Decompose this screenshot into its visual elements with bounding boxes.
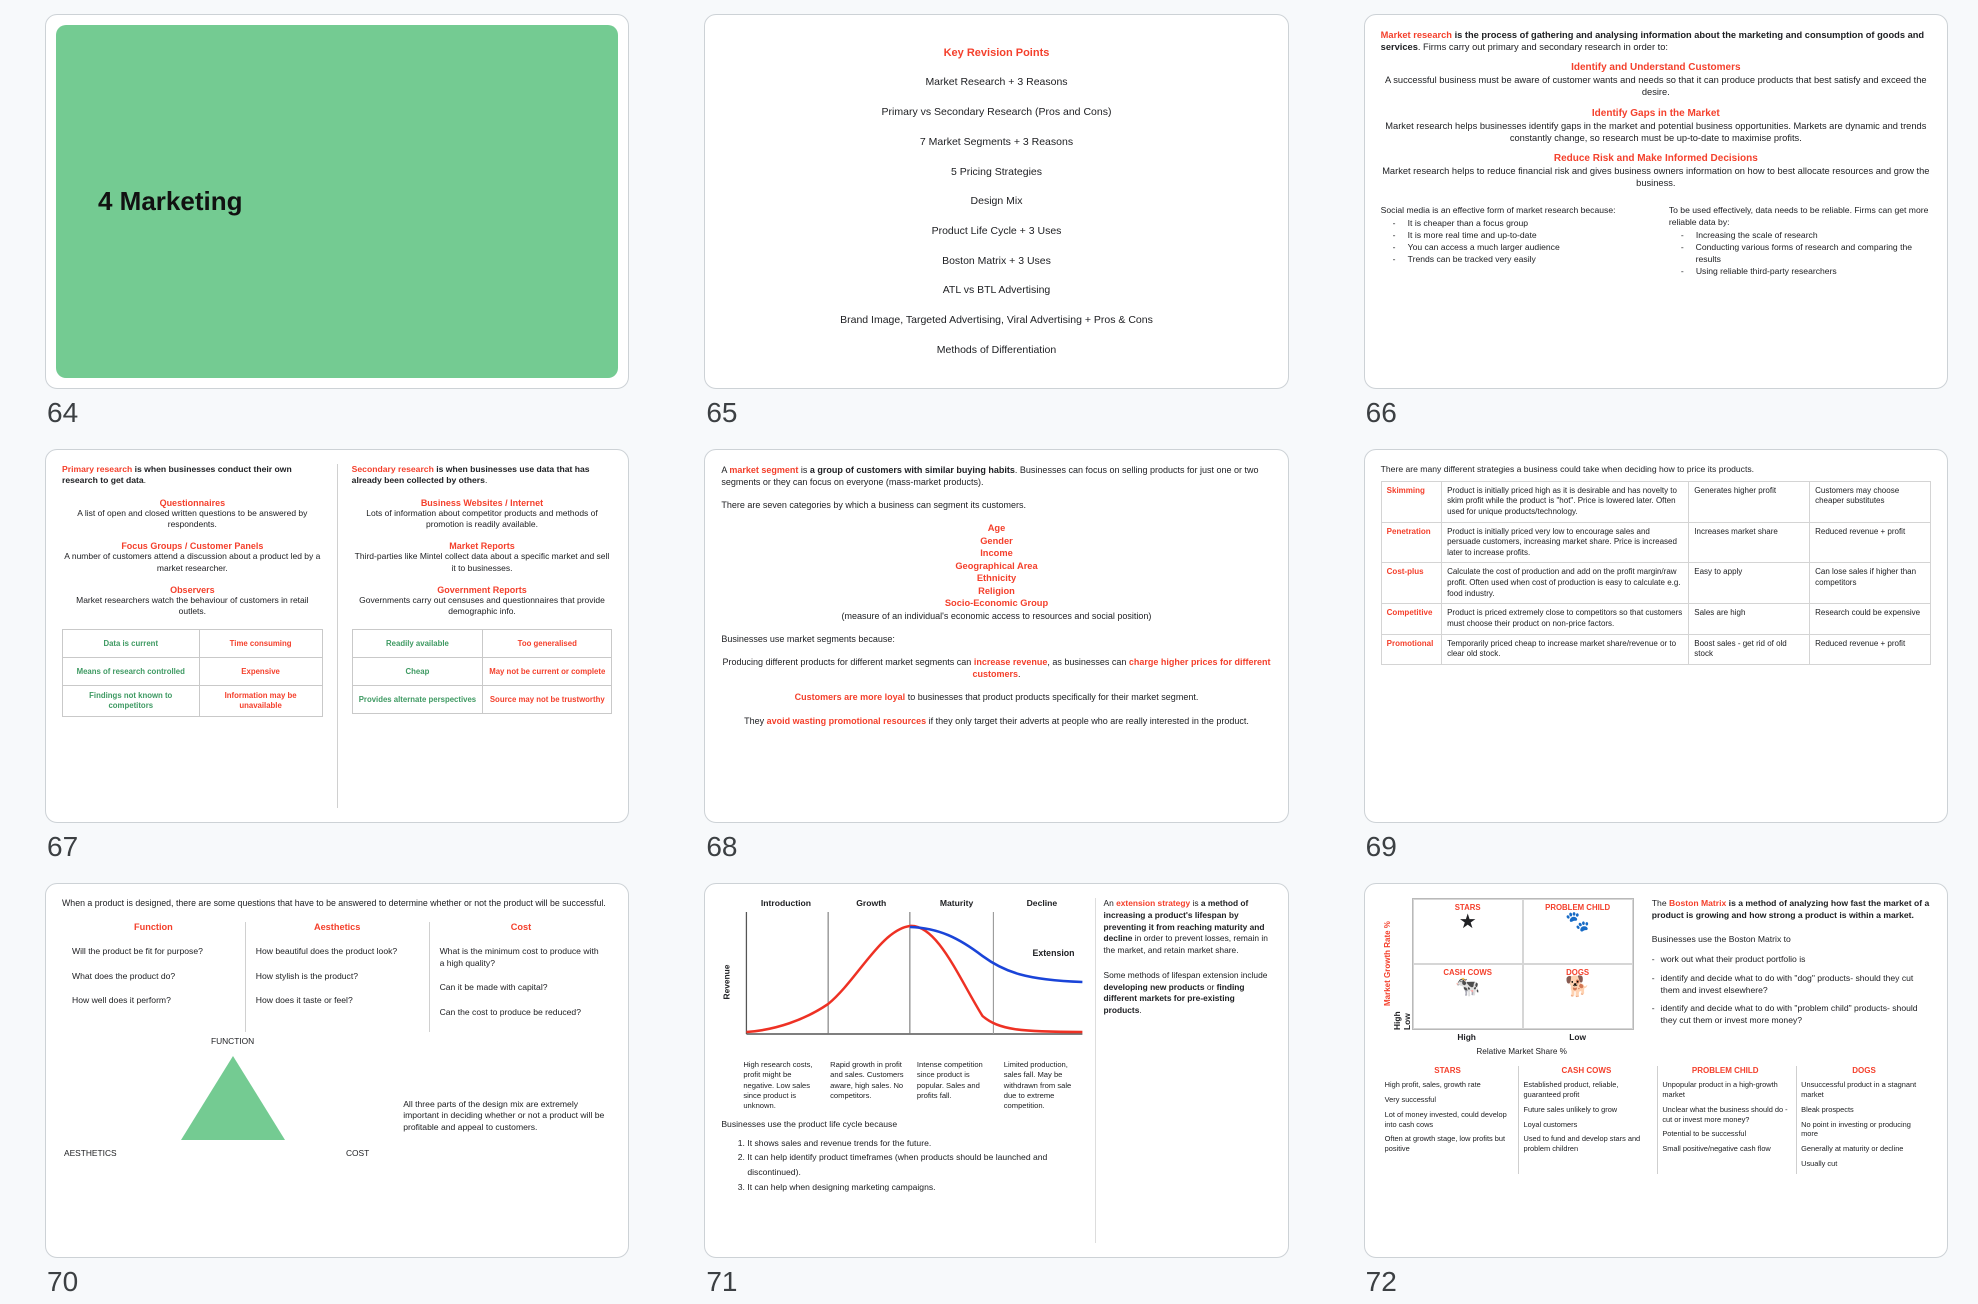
- detail-item: Established product, reliable, guaranteed profit: [1523, 1080, 1619, 1100]
- detail-item: Unpopular product in a high-growth market: [1662, 1080, 1778, 1100]
- slide-cell-67: [0, 435, 659, 870]
- slide-cell-68: [659, 435, 1318, 870]
- segment-category: Geographical Area: [955, 560, 1038, 571]
- list-item: - It is more real time and up-to-date: [1392, 229, 1537, 240]
- method-heading: Questionnaires: [159, 497, 226, 508]
- detail-column-stars: [1381, 1066, 1515, 1173]
- detail-item: Very successful: [1384, 1095, 1437, 1105]
- x-tick-high: High: [1457, 1032, 1476, 1043]
- quadrant-problem-child: [1523, 899, 1633, 964]
- plc-uses-lead: Businesses use the product life cycle because: [721, 1118, 898, 1129]
- x-tick-low: Low: [1569, 1032, 1586, 1043]
- list-item: Methods of Differentiation: [936, 343, 1057, 356]
- boston-matrix-diagram: [1381, 898, 1634, 1056]
- secondary-pros-cons-table: [352, 629, 613, 714]
- slide-cell-72: [1319, 869, 1978, 1304]
- slide-69[interactable]: [1364, 449, 1948, 824]
- list-item: Product Life Cycle + 3 Uses: [931, 225, 1062, 238]
- extension-strategy-notes: [1095, 898, 1272, 1243]
- method-body: Market researchers watch the behaviour of customers in retail outlets.: [76, 594, 309, 616]
- slide-64[interactable]: [45, 14, 629, 389]
- page-number-71: 71: [706, 1265, 738, 1297]
- list-item: - Trends can be tracked very easily: [1392, 253, 1536, 264]
- list-item: - It is cheaper than a focus group: [1392, 217, 1529, 228]
- x-axis-title: Relative Market Share %: [1476, 1047, 1567, 1057]
- segment-category: Age: [987, 523, 1006, 534]
- stage-description: Limited production, sales fall. May be withdrawn from sale due to extreme competition.: [1003, 1060, 1072, 1110]
- cow-icon: 🐄: [1455, 976, 1481, 999]
- page-number-69: 69: [1365, 831, 1397, 863]
- detail-item: Loyal customers: [1523, 1119, 1578, 1129]
- quadrant-dogs: [1523, 964, 1633, 1029]
- why-reason-3: They avoid wasting promotional resources if they only target their adverts at people who are really interested in the product.: [744, 715, 1249, 726]
- list-item: ATL vs BTL Advertising: [942, 284, 1051, 297]
- quadrant-label: DOGS: [1566, 968, 1590, 978]
- triangle-label-aesthetics: AESTHETICS: [64, 1147, 117, 1158]
- method-heading: Observers: [170, 584, 215, 595]
- boston-matrix-notes: [1646, 898, 1931, 1056]
- segment-categories: [721, 522, 1271, 622]
- y-axis-label: Revenue: [721, 964, 732, 1000]
- design-mix-columns: [62, 922, 612, 1031]
- quadrant-label: STARS: [1454, 903, 1481, 913]
- product-life-cycle-chart: [721, 908, 1084, 1056]
- list-item: - Conducting various forms of research and comparing the results: [1680, 241, 1913, 264]
- table-row: Competitive Product is priced extremely close to competitors so that customers must choose their product on non-price factors. Sales are high Research could be expensive: [1381, 604, 1930, 634]
- detail-item: Lot of money invested, could develop into cash cows: [1384, 1109, 1507, 1129]
- primary-pros-cons-table: [62, 629, 323, 716]
- list-item: 1. It shows sales and revenue trends for the future.: [747, 1136, 1084, 1151]
- question: Can the cost to produce be reduced?: [439, 1006, 581, 1017]
- detail-item: High profit, sales, growth rate: [1384, 1080, 1481, 1090]
- column-heading: Function: [133, 922, 173, 933]
- list-item: - Using reliable third-party researchers: [1680, 265, 1837, 276]
- section-heading: Identify Gaps in the Market: [1591, 107, 1720, 119]
- method-body: Third-parties like Mintel collect data about a specific market and sell it to businesses.: [354, 551, 610, 573]
- table-row: Cheap May not be current or complete: [352, 658, 612, 686]
- design-triangle: [62, 1035, 403, 1158]
- triangle-label-cost: COST: [345, 1147, 370, 1158]
- slide-cell-65: [659, 0, 1318, 435]
- why-reason-1: Producing different products for different market segments can increase revenue, as businesses can charge higher prices for different customers.: [722, 657, 1271, 680]
- social-media-column: [1381, 204, 1643, 277]
- column-heading: STARS: [1434, 1066, 1461, 1076]
- table-row: Cost-plus Calculate the cost of production and add on the profit margin/raw profit. Often used when cost of production is easy to calculate e.g. food industry. Easy to apply Can lose sales if higher than competitors: [1381, 563, 1930, 604]
- list-item: Design Mix: [970, 195, 1023, 208]
- categories-lead: There are seven categories by which a business can segment its customers.: [721, 499, 1026, 510]
- method-body: Governments carry out censuses and questionnaires that provide demographic info.: [359, 594, 605, 616]
- revision-points-list: [721, 29, 1271, 374]
- table-row: Skimming Product is initially priced high as it is desirable and has novelty to skim profit while the product is "hot". Price is lowered later. Often used for unique products/technology. Generates higher profit Customers may choose cheaper substitutes: [1381, 481, 1930, 522]
- revision-heading: Key Revision Points: [943, 46, 1050, 59]
- page-title: 4 Marketing: [98, 185, 243, 216]
- quadrant-label: CASH COWS: [1443, 968, 1492, 978]
- pricing-intro: There are many different strategies a business could take when deciding how to price its products.: [1380, 463, 1755, 474]
- detail-item: Unclear what the business should do - cut or invest more money?: [1662, 1104, 1788, 1124]
- slide-67[interactable]: [45, 449, 629, 824]
- section-body: Market research helps businesses identify gaps in the market and potential business opportunities. Markets are dynamic and trends constantly change, so research must be up-to-date to maximise profits.: [1385, 120, 1927, 143]
- method-body: Lots of information about competitor products and methods of promotion is readily available.: [366, 507, 598, 530]
- list-item: Brand Image, Targeted Advertising, Viral Advertising + Pros & Cons: [840, 314, 1153, 327]
- plc-curve-svg: [721, 908, 1084, 1056]
- column-heading: Cost: [510, 922, 532, 933]
- design-mix-triangle-area: [62, 1035, 612, 1158]
- detail-item: Potential to be successful: [1662, 1129, 1747, 1139]
- section-heading: Identify and Understand Customers: [1571, 62, 1741, 74]
- why-lead: Businesses use market segments because:: [721, 634, 895, 645]
- list-item: Boston Matrix + 3 Uses: [942, 254, 1051, 267]
- social-media-list: [1381, 217, 1643, 265]
- stage-description: Intense competition since product is popular. Sales and profits fall.: [916, 1060, 983, 1100]
- dog-icon: 🐕: [1565, 976, 1591, 999]
- list-item: 7 Market Segments + 3 Reasons: [919, 135, 1074, 148]
- why-reason-2: Customers are more loyal to businesses that product products specifically for their market segment.: [794, 692, 1199, 703]
- segment-category: Ethnicity: [976, 573, 1017, 584]
- detail-item: Bleak prospects: [1801, 1104, 1854, 1114]
- star-icon: ★: [1458, 911, 1477, 934]
- slide-68[interactable]: [704, 449, 1288, 824]
- method-body: A list of open and closed written questions to be answered by respondents.: [77, 507, 308, 530]
- slide-cell-71: [659, 869, 1318, 1304]
- title-banner: [56, 25, 618, 378]
- stage-label: Growth: [856, 898, 887, 909]
- design-mix-function: [62, 922, 245, 1031]
- extension-label: Extension: [1032, 948, 1075, 959]
- stage-description: High research costs, profit might be negative. Low sales since product is unknown.: [743, 1060, 813, 1110]
- question: How well does it perform?: [72, 995, 171, 1006]
- slide-cell-66: [1319, 0, 1978, 435]
- page-number-70: 70: [47, 1265, 79, 1297]
- detail-item: Unsuccessful product in a stagnant market: [1801, 1080, 1917, 1100]
- stage-label: Decline: [1026, 898, 1058, 909]
- design-mix-lead: When a product is designed, there are some questions that have to be answered to determine whether or not the product will be successful.: [62, 898, 606, 909]
- list-item: - Increasing the scale of research: [1680, 229, 1818, 240]
- segment-category: Income: [980, 548, 1013, 559]
- slide-65[interactable]: [704, 14, 1288, 389]
- detail-item: Used to fund and develop stars and problem children: [1523, 1134, 1641, 1154]
- y-axis-title: Market Growth Rate %: [1382, 921, 1392, 1007]
- secondary-definition: Secondary research is when businesses use data that has already been collected by others.: [351, 463, 590, 486]
- quadrant-stars: [1413, 899, 1523, 964]
- extension-methods: Some methods of lifespan extension include developing new products or finding different markets for pre-existing products.: [1103, 970, 1268, 1016]
- stage-label: Maturity: [939, 898, 974, 909]
- page-number-64: 64: [47, 396, 79, 428]
- slide-cell-70: [0, 869, 659, 1304]
- column-lead: Social media is an effective form of market research because:: [1380, 204, 1616, 215]
- question: Can it be made with capital?: [439, 982, 548, 993]
- market-segment-definition: A market segment is a group of customers with similar buying habits. Businesses can focus on selling products for just one or two segments or they can focus on everyone (mass-market products).: [721, 464, 1259, 487]
- stage-label: Introduction: [760, 898, 812, 909]
- question: Will the product be fit for purpose?: [72, 946, 203, 957]
- column-heading: Aesthetics: [313, 922, 361, 933]
- pricing-strategies-table: [1381, 481, 1931, 665]
- list-item: - work out what their product portfolio is: [1651, 953, 1806, 964]
- segment-note: (measure of an individual's economic access to resources and social position): [841, 610, 1152, 621]
- boston-matrix-detail-table: [1381, 1066, 1931, 1173]
- column-heading: CASH COWS: [1561, 1066, 1612, 1076]
- reliability-column: [1669, 204, 1931, 277]
- quadrant-cash-cows: [1413, 964, 1523, 1029]
- slide-cell-69: [1319, 435, 1978, 870]
- detail-column-problem-child: [1657, 1066, 1792, 1173]
- method-body: A number of customers attend a discussion about a product led by a market researcher.: [64, 551, 321, 573]
- page-number-66: 66: [1365, 396, 1397, 428]
- x-axis-ticks: [1411, 1032, 1633, 1042]
- slide-70[interactable]: [45, 883, 629, 1258]
- method-heading: Focus Groups / Customer Panels: [121, 541, 264, 552]
- list-item: - identify and decide what to do with "dog" products- should they cut them and invest elsewhere?: [1651, 972, 1914, 995]
- page-number-67: 67: [47, 831, 79, 863]
- detail-column-cash-cows: [1518, 1066, 1653, 1173]
- page-number-65: 65: [706, 396, 738, 428]
- method-heading: Government Reports: [437, 584, 527, 595]
- detail-item: Often at growth stage, low profits but positive: [1384, 1134, 1506, 1154]
- table-row: Data is current Time consuming: [63, 630, 323, 658]
- list-item: 2. It can help identify product timeframes (when products should be launched and discontinued).: [747, 1150, 1084, 1179]
- quadrant-label: PROBLEM CHILD: [1545, 903, 1611, 913]
- plc-uses-list: [747, 1136, 1084, 1194]
- page-number-68: 68: [706, 831, 738, 863]
- segment-category: Religion: [978, 585, 1015, 596]
- segment-category: Socio-Economic Group: [944, 598, 1049, 609]
- primary-research-column: [62, 464, 323, 809]
- boston-matrix-definition: The Boston Matrix is a method of analyzing how fast the market of a product is growing and how strong a product is within a market.: [1651, 898, 1930, 921]
- triangle-shape: [181, 1056, 285, 1140]
- table-row: Readily available Too generalised: [352, 630, 612, 658]
- slide-71[interactable]: [704, 883, 1288, 1258]
- uses-lead: Businesses use the Boston Matrix to: [1651, 934, 1791, 945]
- list-item: Primary vs Secondary Research (Pros and Cons): [881, 106, 1112, 119]
- stage-description: Rapid growth in profit and sales. Customers aware, high sales. No competitors.: [830, 1060, 904, 1100]
- question: What is the minimum cost to produce with a high quality?: [439, 946, 599, 968]
- y-tick-high: High: [1391, 1011, 1402, 1031]
- reliability-list: [1669, 229, 1931, 277]
- stage-headers: [721, 898, 1084, 908]
- slide-cell-64: [0, 0, 659, 435]
- slide-72[interactable]: [1364, 883, 1948, 1258]
- detail-item: Usually cut: [1801, 1158, 1838, 1168]
- detail-item: Future sales unlikely to grow: [1523, 1104, 1618, 1114]
- column-heading: DOGS: [1852, 1066, 1876, 1076]
- table-row: Promotional Temporarily priced cheap to increase market share/revenue or to clear old stock. Boost sales - get rid of old stock Reduced revenue + profit: [1381, 634, 1930, 664]
- product-life-cycle-area: [721, 898, 1084, 1243]
- method-heading: Business Websites / Internet: [420, 497, 544, 508]
- question: How does it taste or feel?: [255, 995, 353, 1006]
- slide-66[interactable]: [1364, 14, 1948, 389]
- column-lead: To be used effectively, data needs to be reliable. Firms can get more reliable data by:: [1668, 204, 1929, 227]
- secondary-research-column: [337, 464, 613, 809]
- design-mix-cost: [429, 922, 613, 1031]
- question: What does the product do?: [72, 970, 176, 981]
- section-body: A successful business must be aware of customer wants and needs so that it can produce products that best satisfy and exceed the desire.: [1385, 75, 1927, 98]
- y-tick-low: Low: [1401, 1013, 1412, 1031]
- detail-item: Generally at maturity or decline: [1801, 1144, 1904, 1154]
- section-body: Market research helps to reduce financial risk and gives business owners information on how to best allocate resources and grow the business.: [1382, 166, 1930, 189]
- boston-matrix-uses: [1652, 954, 1931, 1027]
- table-row: Provides alternate perspectives Source may not be trustworthy: [352, 686, 612, 714]
- two-column-notes: [1381, 204, 1931, 277]
- list-item: 5 Pricing Strategies: [950, 165, 1043, 178]
- list-item: - You can access a much larger audience: [1392, 241, 1560, 252]
- design-mix-aesthetics: [245, 922, 429, 1031]
- detail-item: Small positive/negative cash flow: [1662, 1144, 1771, 1154]
- method-heading: Market Reports: [449, 541, 515, 552]
- segment-category: Gender: [980, 535, 1013, 546]
- y-axis-ticks: [1392, 898, 1412, 1030]
- question-child-icon: 🐾: [1565, 911, 1591, 934]
- extension-definition: An extension strategy is a method of increasing a product's lifespan by preventing it from reaching maturity and decline in order to prevent losses, remain in the market, and retain market share.: [1103, 898, 1268, 955]
- section-heading: Reduce Risk and Make Informed Decisions: [1553, 153, 1758, 165]
- primary-definition: Primary research is when businesses conduct their own research to get data.: [62, 463, 292, 486]
- detail-column-dogs: [1796, 1066, 1931, 1173]
- table-row: Means of research controlled Expensive: [63, 658, 323, 686]
- list-item: - identify and decide what to do with "problem child" products- should they cut them or invest more money?: [1651, 1003, 1918, 1026]
- triangle-label-function: FUNCTION: [210, 1035, 255, 1046]
- page-number-72: 72: [1365, 1265, 1397, 1297]
- stage-descriptions: [721, 1060, 1084, 1110]
- matrix-quadrants: [1412, 898, 1634, 1030]
- question: How beautiful does the product look?: [255, 946, 398, 957]
- table-row: Penetration Product is initially priced very low to encourage sales and persuade customers, increasing market share. Price is increased later to increase profits. Increases market share Reduced revenue + profit: [1381, 522, 1930, 563]
- table-row: Findings not known to competitors Information may be unavailable: [63, 686, 323, 716]
- detail-item: No point in investing or producing more: [1801, 1119, 1911, 1139]
- list-item: 3. It can help when designing marketing campaigns.: [747, 1180, 1084, 1195]
- question: How stylish is the product?: [255, 970, 358, 981]
- column-heading: PROBLEM CHILD: [1691, 1066, 1759, 1076]
- design-mix-note: All three parts of the design mix are extremely important in deciding whether or not a product will be profitable and appeal to customers.: [403, 1098, 605, 1132]
- market-research-definition: Market research is the process of gathering and analysing information about the marketing and consumption of goods and services. Firms carry out primary and secondary research in order to:: [1380, 30, 1925, 53]
- list-item: Market Research + 3 Reasons: [925, 76, 1068, 89]
